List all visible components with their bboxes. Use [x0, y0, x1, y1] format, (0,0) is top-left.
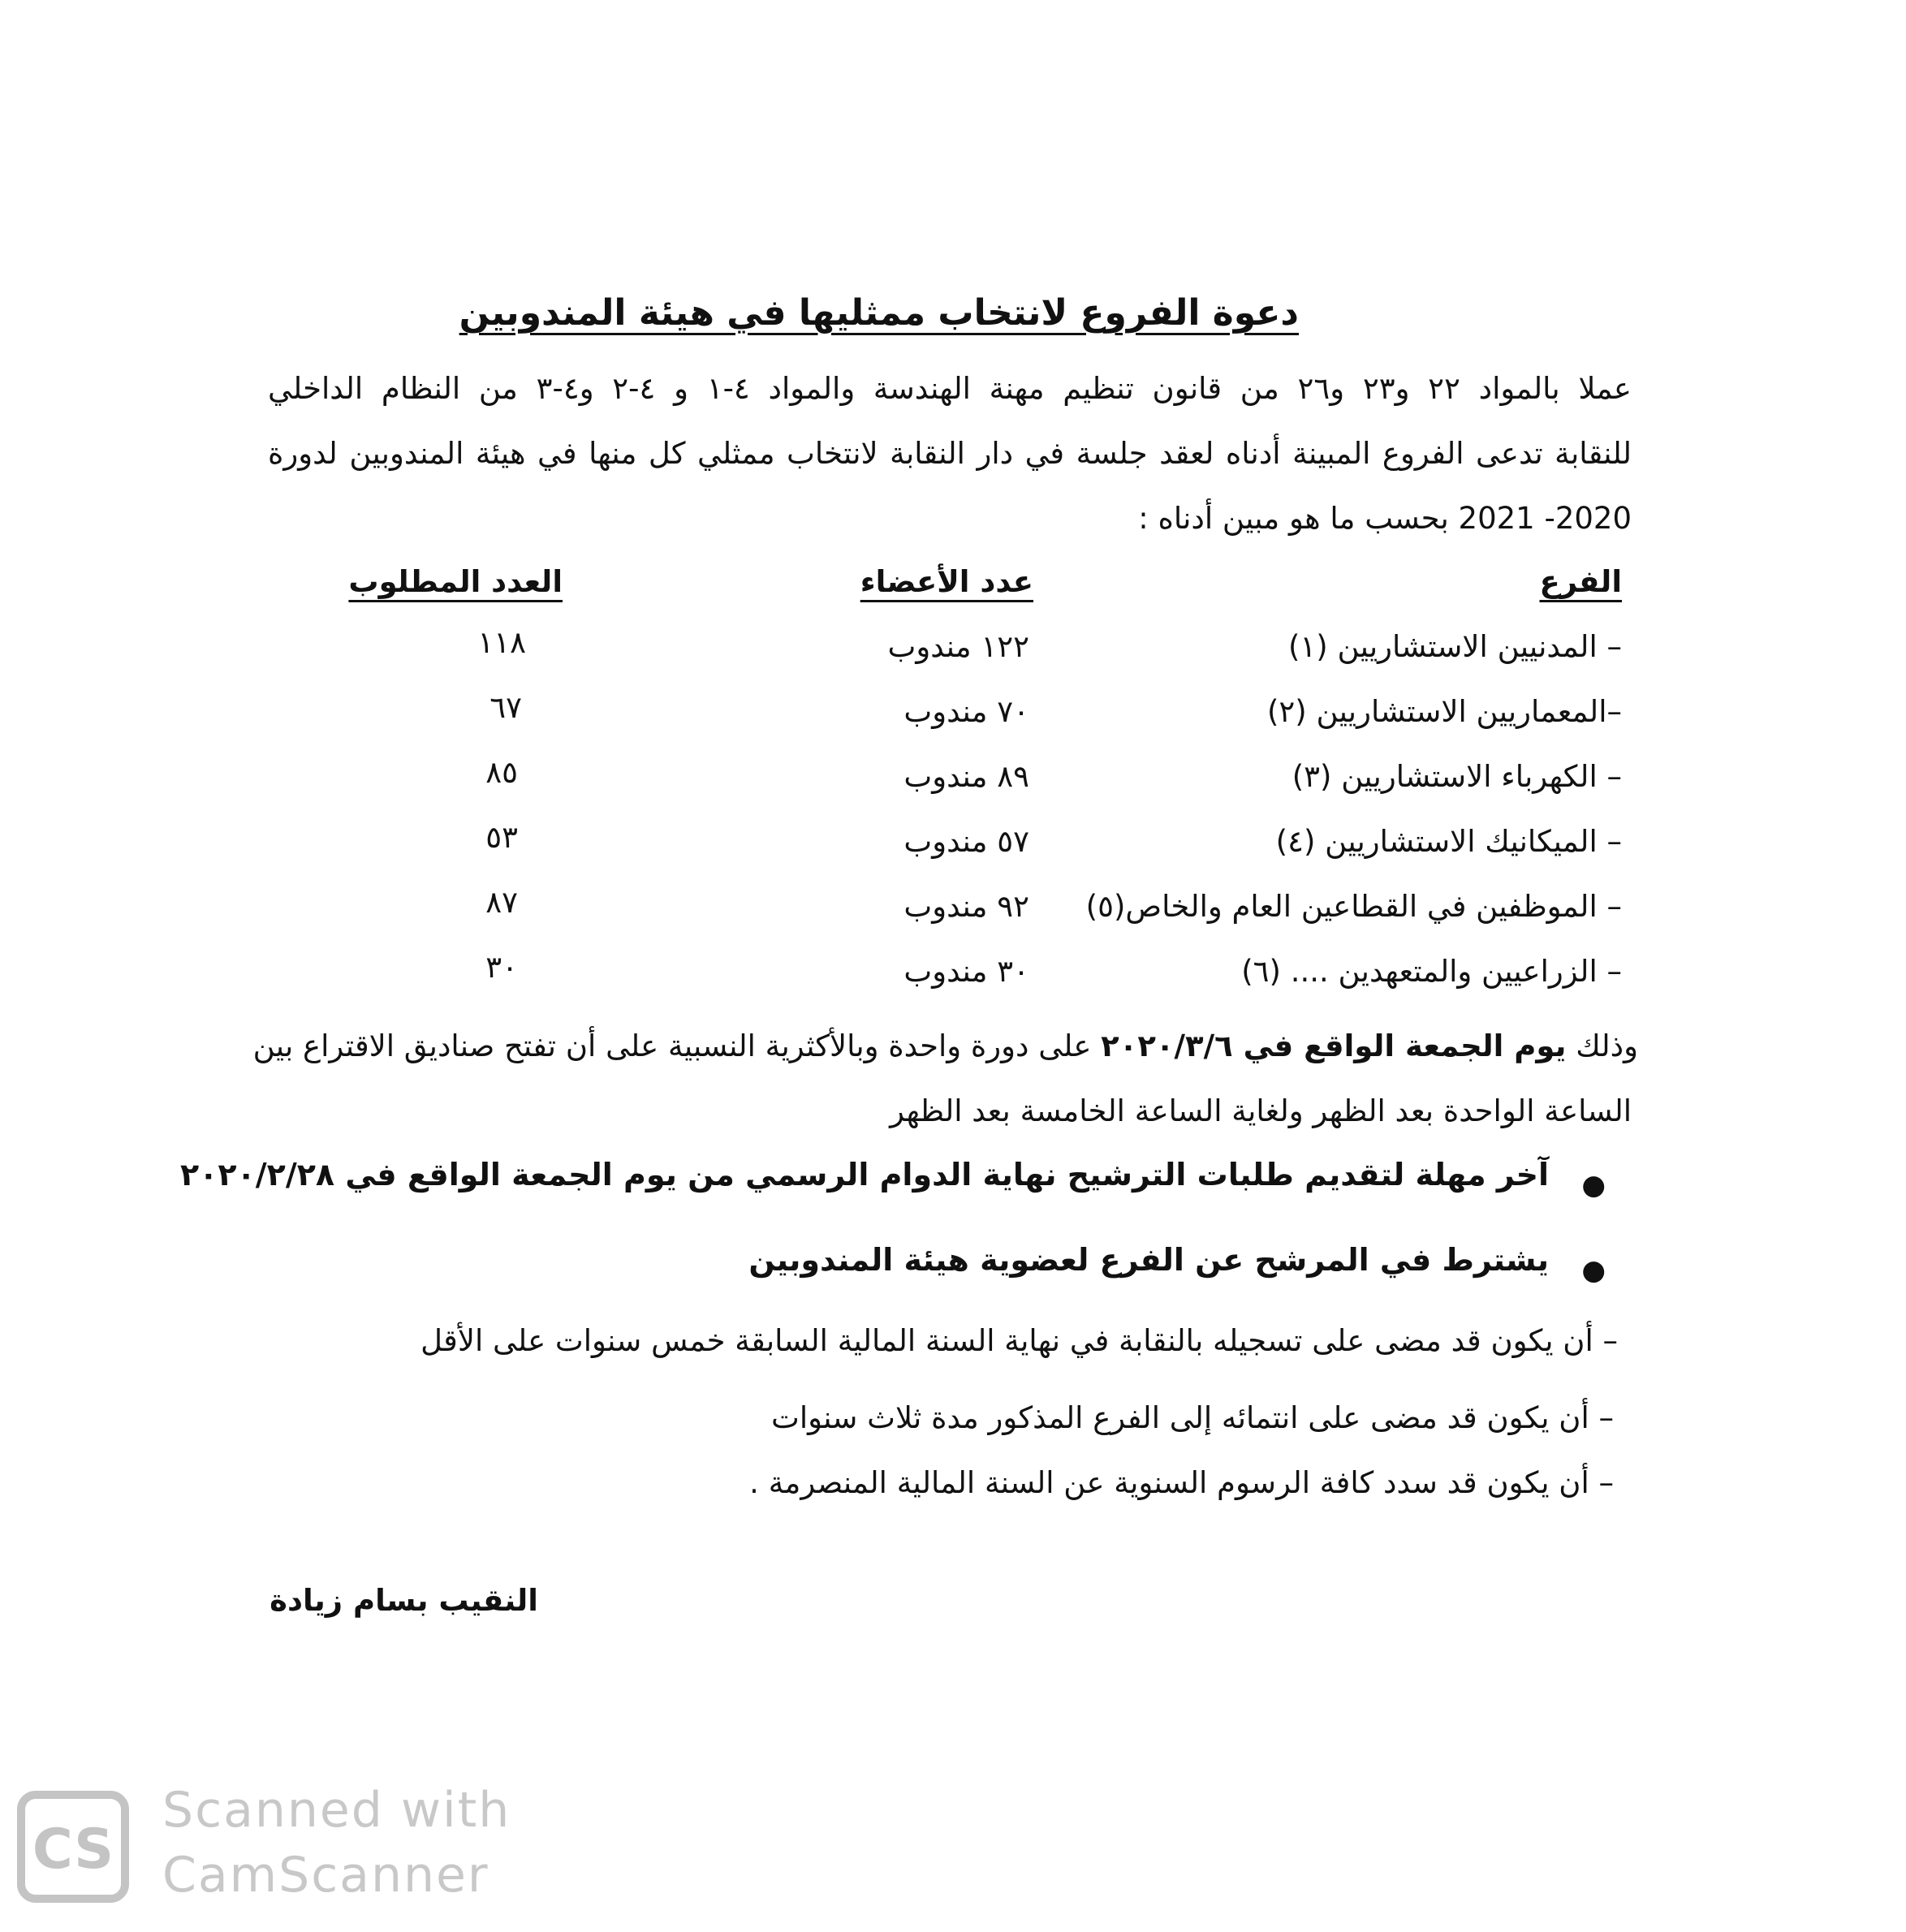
- branch-name: –المعماريين الاستشاريين (٢): [1266, 694, 1622, 729]
- bullet-marker: ●: [1581, 1169, 1606, 1201]
- member-count: ٣٠ مندوب: [903, 954, 1029, 989]
- branch-name: – الميكانيك الاستشاريين (٤): [1275, 824, 1622, 859]
- intro-line-2: للنقابة تدعى الفروع المبينة أدناه لعقد جلسة في دار النقابة لانتخاب ممثلي كل منها في هيئة المندوبين لدورة: [268, 436, 1632, 471]
- member-count: ٩٢ مندوب: [903, 889, 1029, 924]
- required-count: ٦٧: [489, 690, 522, 725]
- session-date: يوم الجمعة الواقع في ٢٠٢٠/٣/٦: [1101, 1029, 1567, 1063]
- header-required: العدد المطلوب: [348, 564, 563, 599]
- branch-name: – الكهرباء الاستشاريين (٣): [1292, 759, 1622, 794]
- camscanner-logo: [16, 1790, 130, 1904]
- header-branch: الفرع: [1539, 564, 1622, 599]
- branch-name: – الزراعيين والمتعهدين .... (٦): [1241, 954, 1622, 989]
- session-rest: على دورة واحدة وبالأكثرية النسبية على أن تفتح صناديق الاقتراع بين: [252, 1029, 1102, 1063]
- condition-item: – أن يكون قد مضى على تسجيله بالنقابة في نهاية السنة المالية السابقة خمس سنوات على الأقل: [420, 1323, 1618, 1358]
- session-line-2: الساعة الواحدة بعد الظهر ولغاية الساعة الخامسة بعد الظهر: [890, 1093, 1632, 1128]
- member-count: ١٢٢ مندوب: [887, 629, 1029, 664]
- intro-line-3: 2020- 2021 بحسب ما هو مبين أدناه :: [1138, 501, 1632, 536]
- required-count: ٨٧: [485, 885, 518, 920]
- condition-item: – أن يكون قد سدد كافة الرسوم السنوية عن السنة المالية المنصرمة .: [749, 1465, 1614, 1500]
- watermark-line-2: CamScanner: [162, 1847, 489, 1904]
- required-count: ٨٥: [485, 755, 518, 790]
- session-line-1: [252, 1027, 1638, 1066]
- signature: النقيب بسام زيادة: [270, 1583, 538, 1618]
- branch-name: – الموظفين في القطاعين العام والخاص(٥): [1085, 889, 1622, 924]
- session-prefix: وذلك: [1566, 1029, 1638, 1063]
- intro-line-1: عملا بالمواد ٢٢ و٢٣ و٢٦ من قانون تنظيم مهنة الهندسة والمواد ٤-١ و ٤-٢ و٤-٣ من النظام الداخلي: [268, 371, 1632, 406]
- header-members: عدد الأعضاء: [860, 564, 1033, 599]
- bullet-eligibility: يشترط في المرشح عن الفرع لعضوية هيئة المندوبين: [748, 1242, 1549, 1278]
- member-count: ٨٩ مندوب: [903, 759, 1029, 794]
- watermark-line-1: Scanned with: [162, 1782, 511, 1839]
- required-count: ١١٨: [477, 625, 526, 660]
- document-title: دعوة الفروع لانتخاب ممثليها في هيئة المندوبين: [459, 292, 1299, 334]
- member-count: ٥٧ مندوب: [903, 824, 1029, 859]
- required-count: ٣٠: [485, 950, 518, 985]
- bullet-marker: ●: [1581, 1254, 1606, 1287]
- bullet-deadline: آخر مهلة لتقديم طلبات الترشيح نهاية الدوام الرسمي من يوم الجمعة الواقع في ٢٠٢٠/٢/٢٨: [180, 1157, 1549, 1192]
- required-count: ٥٣: [485, 820, 518, 855]
- condition-item: – أن يكون قد مضى على انتمائه إلى الفرع المذكور مدة ثلاث سنوات: [770, 1400, 1614, 1435]
- member-count: ٧٠ مندوب: [903, 694, 1029, 729]
- camscanner-logo-text: CS: [32, 1818, 114, 1882]
- branch-name: – المدنيين الاستشاريين (١): [1287, 629, 1622, 664]
